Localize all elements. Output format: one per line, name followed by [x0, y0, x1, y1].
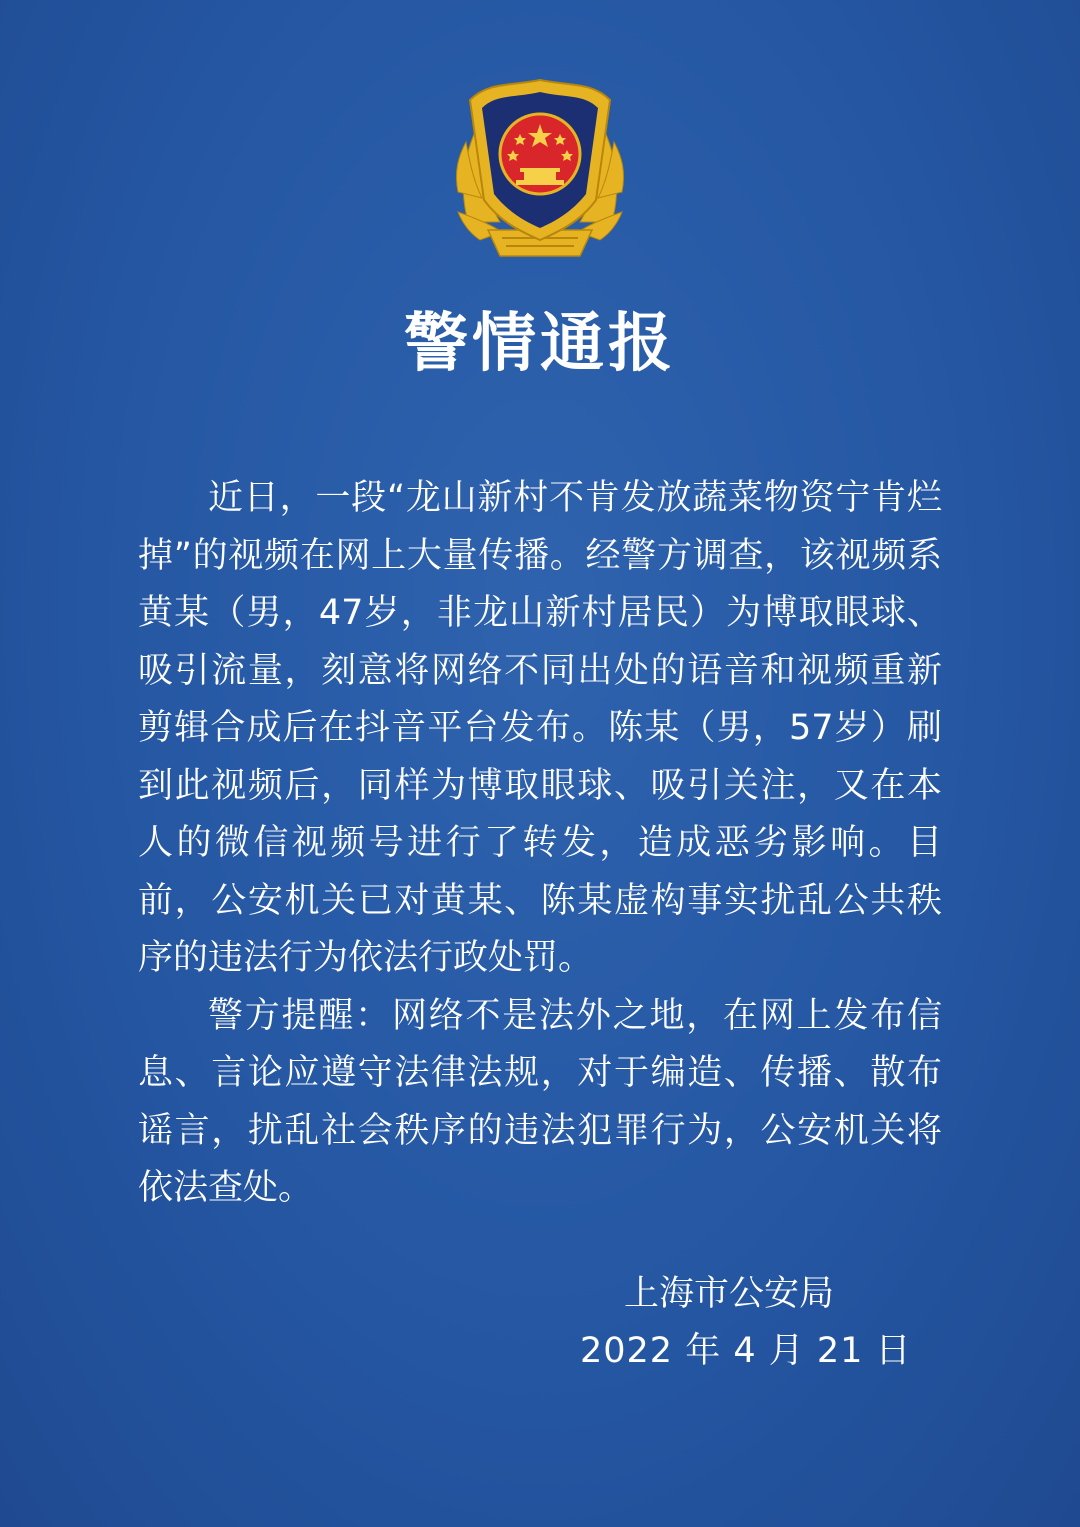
issue-date: 2022 年 4 月 21 日: [580, 1331, 912, 1371]
issuing-organization: 上海市公安局: [624, 1274, 835, 1314]
page-title: 警情通报: [404, 307, 676, 381]
police-badge-icon: [440, 72, 640, 262]
notice-body: [138, 470, 942, 1218]
notice-paragraph-2: 警方提醒：网络不是法外之地，在网上发布信息、言论应遵守法律法规，对于编造、传播、散布谣言，扰乱社会秩序的违法犯罪行为，公安机关将依法查处。: [138, 995, 942, 1208]
notice-paragraph-1: 近日，一段“龙山新村不肯发放蔬菜物资宁肯烂掉”的视频在网上大量传播。经警方调查，该视频系黄某（男，47岁，非龙山新村居民）为博取眼球、吸引流量，刻意将网络不同出处的语音和视频重新剪辑合成后在抖音平台发布。陈某（男，57岁）刷到此视频后，同样为博取眼球、吸引关注，又在本人的微信视频号进行了转发，造成恶劣影响。目前，公安机关已对黄某、陈某虚构事实扰乱公共秩序的违法行为依法行政处罚。: [138, 478, 942, 978]
signature-block: [560, 1266, 920, 1380]
